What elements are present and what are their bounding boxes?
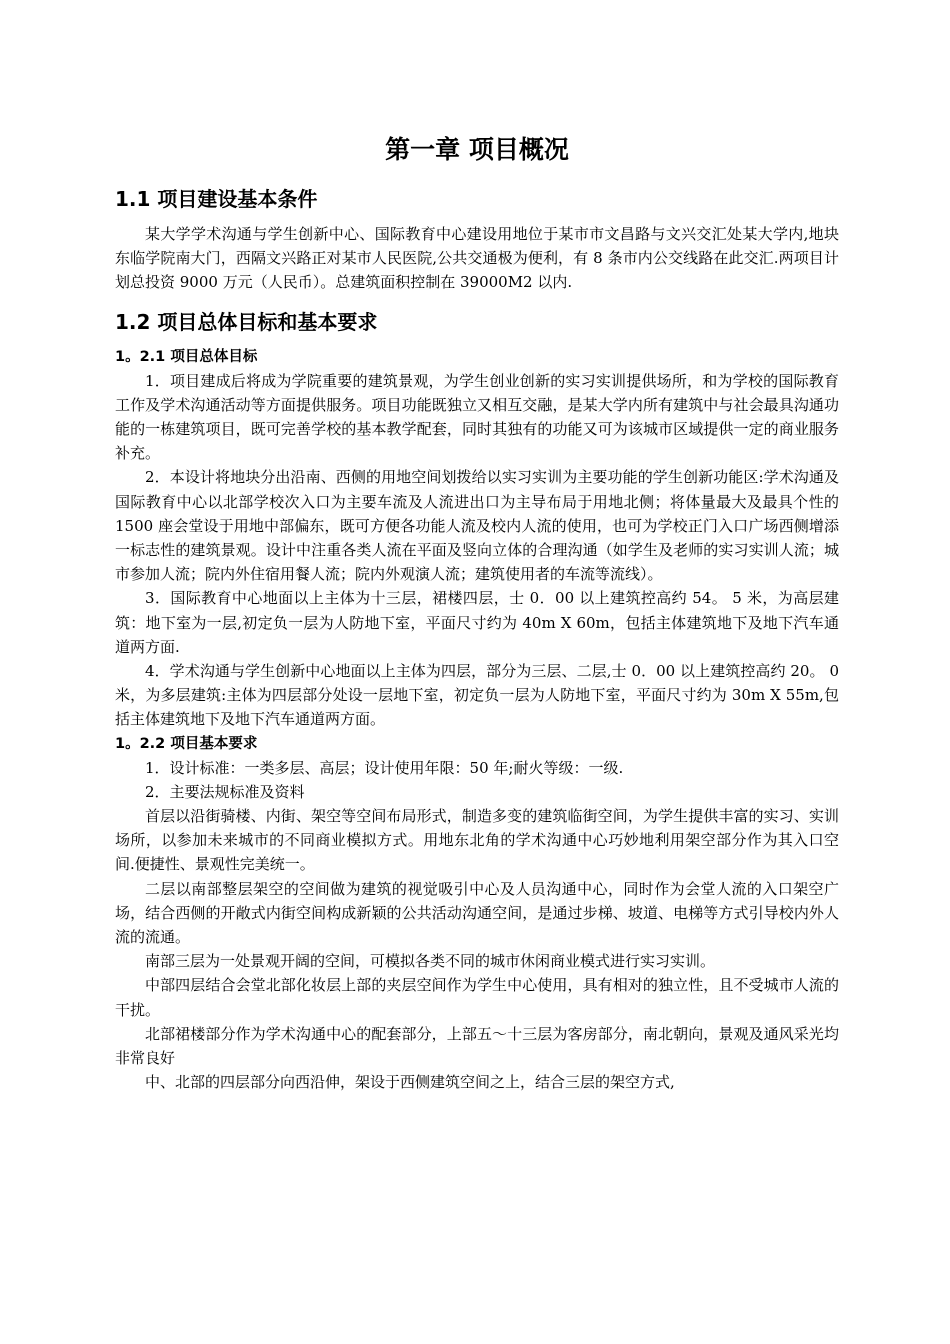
section-title-1-1: 1.1 项目建设基本条件 xyxy=(115,187,318,211)
paragraph: 2．本设计将地块分出沿南、西侧的用地空间划拨给以实习实训为主要功能的学生创新功能区:学术沟通及国际教育中心以北部学校次入口为主要车流及人流进出口为主导布局于用地北侧；将体量最大及最具个性的 1500 座会堂设于用地中部偏东，既可方便各功能人流及校内人流的使用，也可为学校正门入口广场西侧增添一标志性的建筑景观。设计中注重各类人流在平面及竖向立体的合理沟通（如学生及老师的实习实训人流；城市参加人流；院内外住宿用餐人流；院内外观演人流；建筑使用者的车流等流线）。 xyxy=(115,468,839,584)
paragraph: 中、北部的四层部分向西沿伸，架设于西侧建筑空间之上，结合三层的架空方式, xyxy=(145,1073,675,1092)
paragraph: 某大学学术沟通与学生创新中心、国际教育中心建设用地位于某市市文昌路与文兴交汇处某大学内,地块东临学院南大门，西隔文兴路正对某市人民医院,公共交通极为便利，有 8 条市内公交线路在此交汇.两项目计划总投资 9000 万元（人民币）。总建筑面积控制在 39000M2 以内. xyxy=(115,225,839,292)
chapter-title: 第一章 项目概况 xyxy=(385,135,569,164)
paragraph: 中部四层结合会堂北部化妆层上部的夹层空间作为学生中心使用，具有相对的独立性，且不受城市人流的干扰。 xyxy=(115,976,839,1019)
paragraph: 3．国际教育中心地面以上主体为十三层，裙楼四层，士 0．00 以上建筑控高约 54。 5 米，为高层建筑：地下室为一层,初定负一层为人防地下室，平面尺寸约为 40m X 60m，包括主体建筑地下及地下汽车通道两方面. xyxy=(115,589,839,656)
subsection-title-1-2-1: 1。2.1 项目总体目标 xyxy=(115,348,258,365)
paragraph: 南部三层为一处景观开阔的空间，可模拟各类不同的城市休闲商业模式进行实习实训。 xyxy=(145,952,716,971)
paragraph: 1．设计标准：一类多层、高层；设计使用年限：50 年;耐火等级：一级. xyxy=(145,758,624,777)
paragraph: 首层以沿街骑楼、内街、架空等空间布局形式，制造多变的建筑临街空间，为学生提供丰富的实习、实训场所，以参加未来城市的不同商业模拟方式。用地东北角的学术沟通中心巧妙地利用架空部分作为其入口空间.便捷性、景观性完美统一。 xyxy=(115,807,839,874)
paragraph: 2．主要法规标准及资料 xyxy=(145,782,305,801)
subsection-title-1-2-2: 1。2.2 项目基本要求 xyxy=(115,735,258,752)
section-title-1-2: 1.2 项目总体目标和基本要求 xyxy=(115,309,378,334)
paragraph: 1．项目建成后将成为学院重要的建筑景观，为学生创业创新的实习实训提供场所，和为学校的国际教育工作及学术沟通活动等方面提供服务。项目功能既独立又相互交融，是某大学内所有建筑中与社会最具沟通功能的一栋建筑项目，既可完善学校的基本教学配套，同时其独有的功能又可为该城市区域提供一定的商业服务补充。 xyxy=(115,371,839,463)
paragraph: 二层以南部整层架空的空间做为建筑的视觉吸引中心及人员沟通中心，同时作为会堂人流的入口架空广场，结合西侧的开敞式内街空间构成新颖的公共活动沟通空间，是通过步梯、坡道、电梯等方式引导校内外人流的流通。 xyxy=(115,879,839,947)
document-page xyxy=(115,132,839,1095)
paragraph: 北部裙楼部分作为学术沟通中心的配套部分，上部五～十三层为客房部分，南北朝向，景观及通风采光均非常良好 xyxy=(115,1024,839,1068)
paragraph: 4．学术沟通与学生创新中心地面以上主体为四层，部分为三层、二层,士 0．00 以上建筑控高约 20。 0 米，为多层建筑:主体为四层部分处设一层地下室，初定负一层为人防地下室，平面尺寸约为 30m X 55m,包括主体建筑地下及地下汽车通道两方面。 xyxy=(115,662,839,729)
